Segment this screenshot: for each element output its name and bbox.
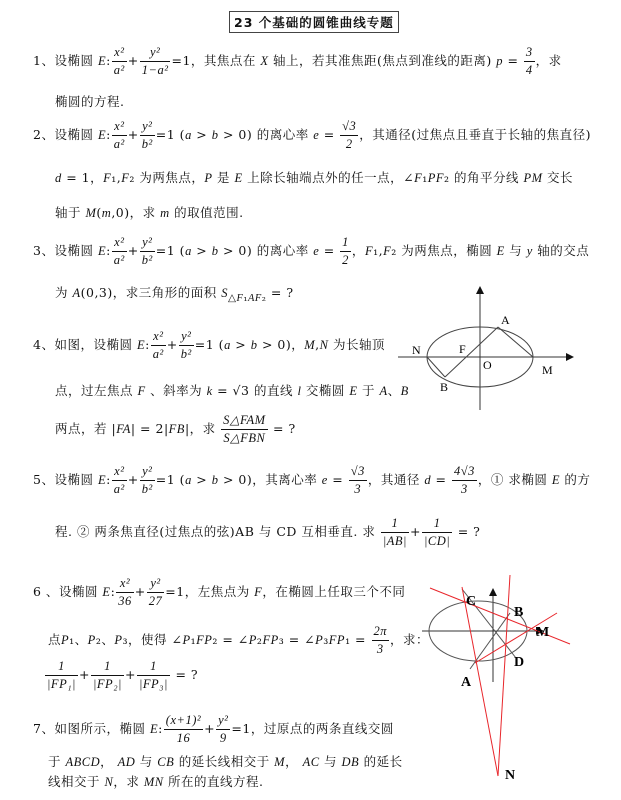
problem-7-line-2: 于 ABCD， AD 与 CB 的延长线相交于 M， AC 与 DB 的延长 <box>48 754 403 769</box>
problem-3-line-1: 3、设椭圆 E: $\frac{\text{x²}}{\text{a²}}$ + $\frac{\text{y²}}{\text{b²}}$ =1 (a > b > 0) 的离心率 e = $\frac{1}{2}$ ，F₁,F₂ 为两焦点，椭圆 E 与 y 轴的交点 <box>33 235 590 267</box>
problem-4-line-1: 4、如图，设椭圆 E: $\frac{\text{x²}}{\text{a²}}$ + $\frac{\text{y²}}{\text{b²}}$ =1 (a > b > 0)，M,N 为长轴顶 <box>33 329 385 361</box>
problem-2-line-3: 轴于 M(m,0)，求 m 的取值范围. <box>55 205 244 220</box>
label-F: F <box>459 342 466 356</box>
figure-4-ellipse-diagram <box>390 280 621 410</box>
label-B: B <box>440 380 449 394</box>
figure-7-ellipse-diagram <box>410 560 621 800</box>
label-D: D <box>514 655 525 670</box>
problem-2-line-2: d = 1，F₁,F₂ 为两焦点，P 是 E 上除长轴端点外的任一点，∠F₁PF₂ 的角平分线 PM 交长 <box>55 170 574 185</box>
problem-7-line-3: 线相交于 N，求 MN 所在的直线方程. <box>48 774 264 789</box>
problem-2-line-1: 2、设椭圆 E: $\frac{\text{x²}}{\text{a²}}$ + $\frac{\text{y²}}{\text{b²}}$ =1 (a > b > 0) 的离心率 e = $\frac{√3}{2}$ ，其通径(过焦点且垂直于长轴的焦直径) <box>33 119 592 151</box>
document-title: 23 个基础的圆锥曲线专题 <box>229 11 399 33</box>
problem-1-line-1: 1、设椭圆 E: $\frac{\text{x²}}{\text{a²}}$ + $\frac{\text{y²}}{\text{1−a²}}$ =1，其焦点在 X 轴上，若其准焦距(焦点到准线的距离) p = $\frac{3}{4}$ ，求 <box>33 45 562 77</box>
problem-4-line-2: 点，过左焦点 F 、斜率为 k = √3 的直线 l 交椭圆 E 于 A、B <box>55 383 409 398</box>
label-M: M <box>536 625 550 640</box>
label-N: N <box>505 768 516 783</box>
problem-4-line-3: 两点，若 |FA| = 2|FB|，求 $\frac{\text{S△FAM}}{\text{S△FBN}}$ = ? <box>55 413 296 445</box>
problem-number: 1、 <box>33 53 55 68</box>
problem-number: 3、 <box>33 243 55 258</box>
problem-number: 2、 <box>33 127 55 142</box>
label-O: O <box>483 358 492 372</box>
problem-3-line-2: 为 A(0,3)，求三角形的面积 $S_{\triangle F_1AF_2}$ = ? <box>55 285 294 304</box>
problem-6-line-1: 6 、设椭圆 E: $\frac{\text{x²}}{36}$ + $\frac{\text{y²}}{27}$ =1，左焦点为 F，在椭圆上任取三个不同 <box>33 576 406 608</box>
problem-number: 6 、 <box>33 584 59 599</box>
problem-5-line-1: 5、设椭圆 E: $\frac{\text{x²}}{\text{a²}}$ + $\frac{\text{y²}}{\text{b²}}$ =1 (a > b > 0)，其离心率 e = $\frac{√3}{3}$ ，其通径 d = $\frac{4√3}{3}$ ，① 求椭圆 E 的方 <box>33 464 591 496</box>
label-A: A <box>501 313 510 327</box>
label-A: A <box>461 675 472 690</box>
label-B: B <box>514 605 524 620</box>
problem-1-line-2: 椭圆的方程. <box>55 94 125 109</box>
problem-number: 7、 <box>33 721 55 736</box>
problem-7-line-1: 7、如图所示，椭圆 E: $\frac{\text{(x+1)²}}{16}$ + $\frac{\text{y²}}{9}$ =1，过原点的两条直线交圆 <box>33 713 394 745</box>
label-C: C <box>466 594 477 609</box>
problem-number: 5、 <box>33 472 55 487</box>
problem-5-line-2: 程. ② 两条焦直径(过焦点的弦)AB 与 CD 互相垂直. 求 $\frac{1}{|AB|}$ + $\frac{1}{|CD|}$ = ? <box>55 516 481 548</box>
problem-number: 4、 <box>33 337 55 352</box>
problem-6-line-2: 点P₁、P₂、P₃，使得 ∠P₁FP₂ = ∠P₂FP₃ = ∠P₃FP₁ = $\frac{2\pi}{3}$ ，求： <box>48 624 430 656</box>
problem-6-line-3: $\frac{1}{\text{|FP₁|}}$ + $\frac{1}{\text{|FP₂|}}$ + $\frac{1}{\text{|FP₃|}}$ = ? <box>47 659 199 691</box>
label-N: N <box>412 343 421 357</box>
label-M: M <box>542 363 553 377</box>
